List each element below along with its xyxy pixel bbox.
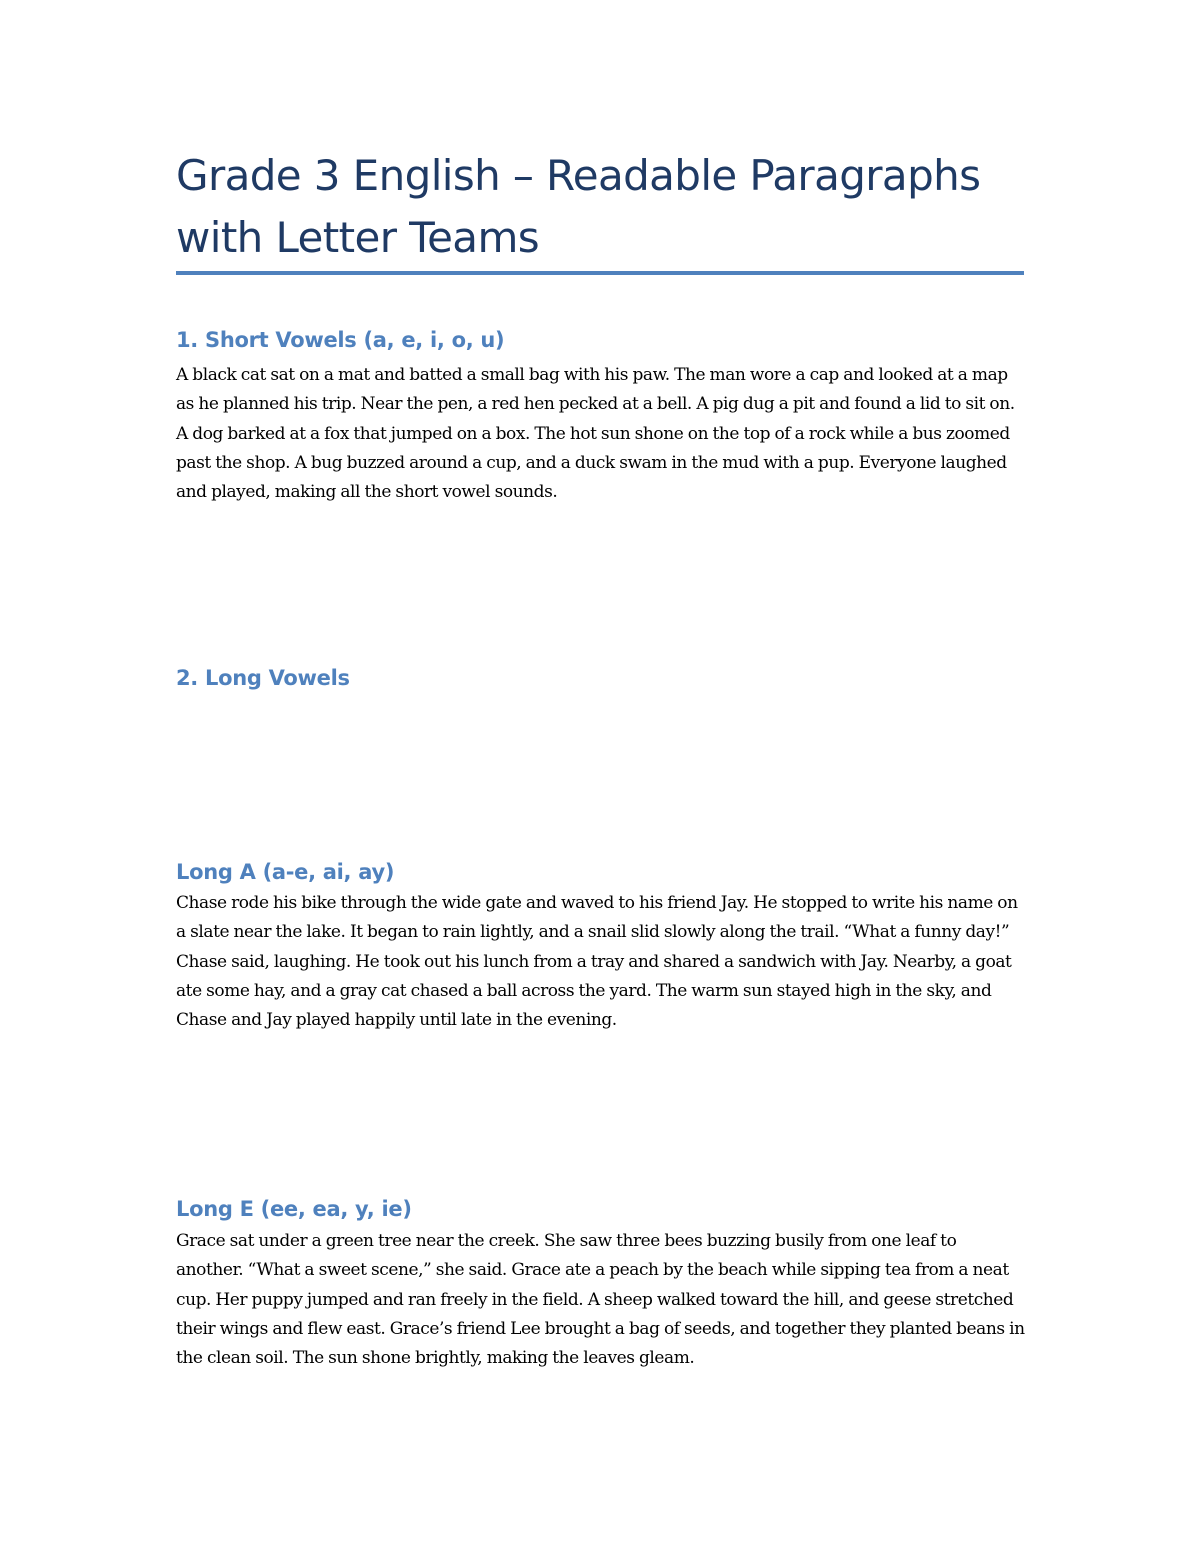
- heading-long-e: Long E (ee, ea, y, ie): [176, 1197, 412, 1221]
- paragraph-long-a: Chase rode his bike through the wide gate and waved to his friend Jay. He stopped to write his name on a slate near the lake. It began to rain lightly, and a snail slid slowly along the trail. “What a funny day!” Chase said, laughing. He took out his lunch from a tray and shared a sandwich with Jay. Nearby, a goat ate some hay, and a gray cat chased a ball across the yard. The warm sun stayed high in the sky, and Chase and Jay played happily until late in the evening.: [176, 893, 1018, 1031]
- title-underline: [176, 271, 1024, 275]
- heading-short-vowels: 1. Short Vowels (a, e, i, o, u): [176, 328, 505, 352]
- document-title: Grade 3 English – Readable Paragraphs with Letter Teams: [176, 151, 981, 262]
- heading-long-vowels: 2. Long Vowels: [176, 666, 350, 690]
- paragraph-short-vowels: A black cat sat on a mat and batted a small bag with his paw. The man wore a cap and looked at a map as he planned his trip. Near the pen, a red hen pecked at a bell. A pig dug a pit and found a lid to sit on. A dog barked at a fox that jumped on a box. The hot sun shone on the top of a rock while a bus zoomed past the shop. A bug buzzed around a cup, and a duck swam in the mud with a pup. Everyone laughed and played, making all the short vowel sounds.: [176, 365, 1015, 503]
- heading-long-a: Long A (a-e, ai, ay): [176, 860, 395, 884]
- paragraph-long-e: Grace sat under a green tree near the creek. She saw three bees buzzing busily from one leaf to another. “What a sweet scene,” she said. Grace ate a peach by the beach while sipping tea from a neat cup. Her puppy jumped and ran freely in the field. A sheep walked toward the hill, and geese stretched their wings and flew east. Grace’s friend Lee brought a bag of seeds, and together they planted beans in the clean soil. The sun shone brightly, making the leaves gleam.: [176, 1231, 1025, 1369]
